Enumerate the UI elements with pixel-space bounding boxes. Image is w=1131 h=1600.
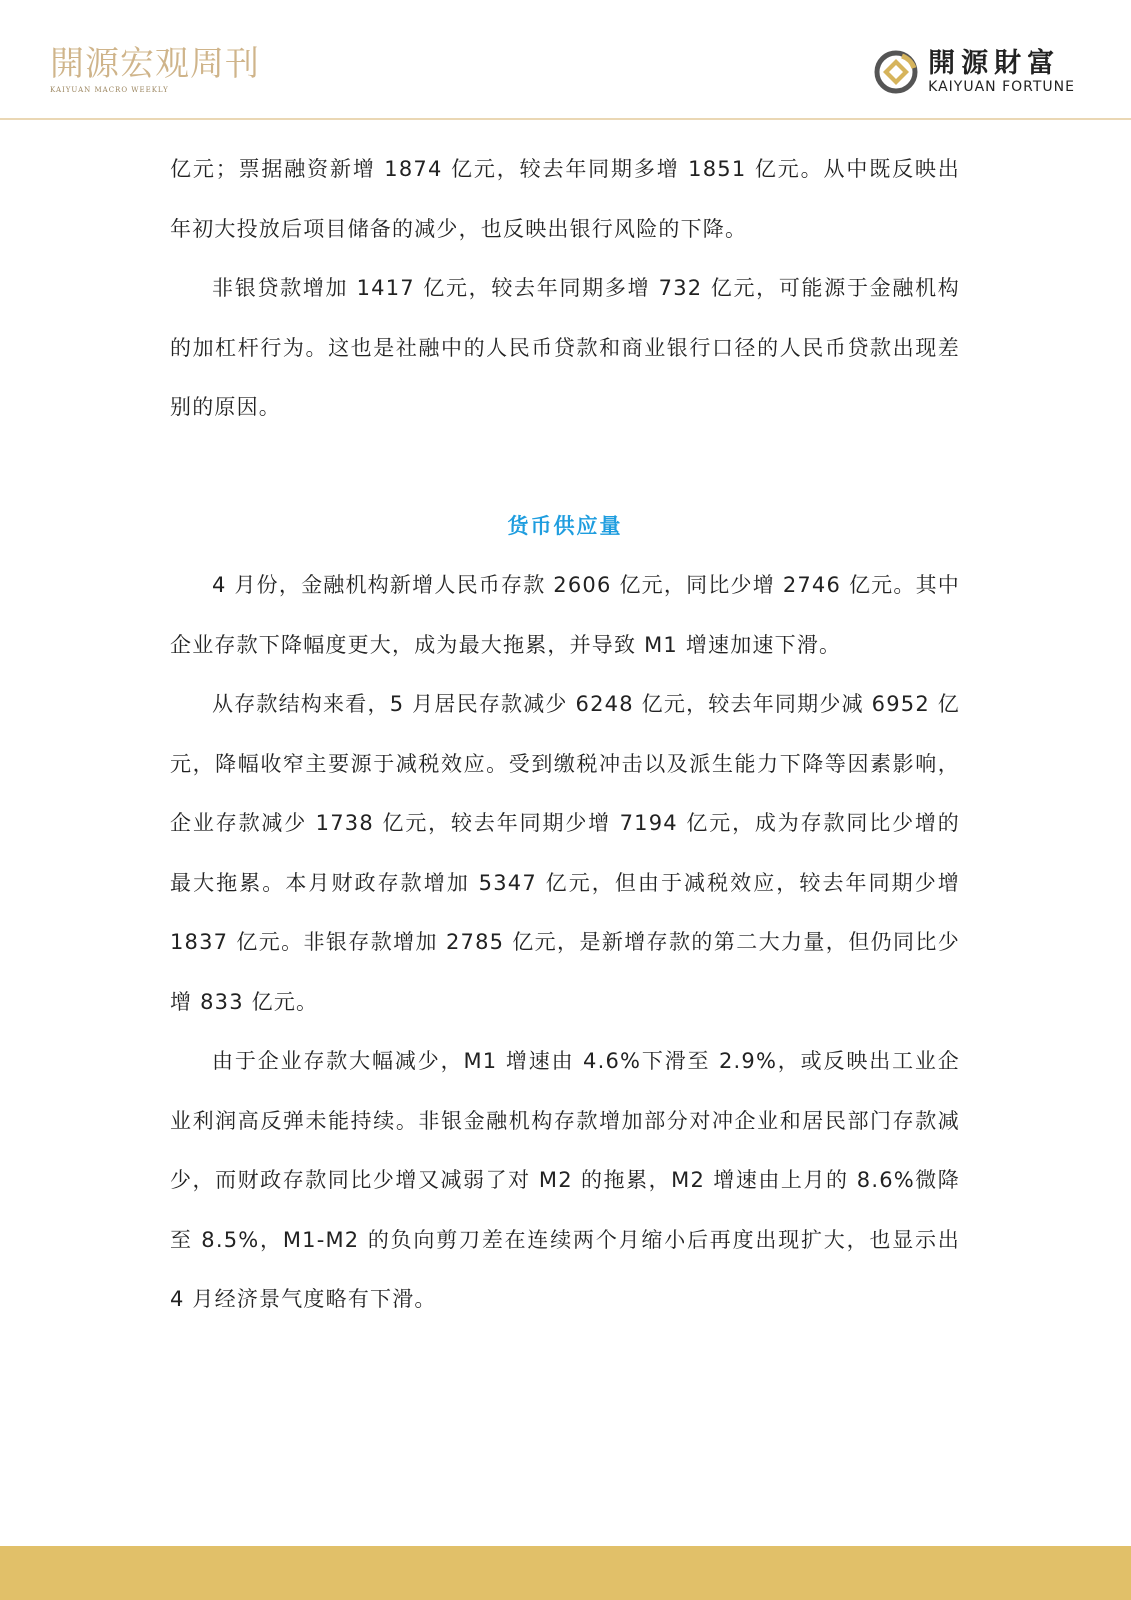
publication-title: 開源宏观周刊 bbox=[50, 44, 260, 84]
page-header bbox=[0, 0, 1131, 120]
paragraph-4: 从存款结构来看，5 月居民存款减少 6248 亿元，较去年同期少减 6952 亿元，降幅收窄主要源于减税效应。受到缴税冲击以及派生能力下降等因素影响，企业存款减少 1738 亿元，较去年同期少增 7194 亿元，成为存款同比少增的最大拖累。本月财政存款增加 5347 亿元，但由于减税效应，较去年同期少增 1837 亿元。非银存款增加 2785 亿元，是新增存款的第二大力量，但仍同比少增 833 亿元。 bbox=[170, 692, 960, 1014]
paragraph-3: 4 月份，金融机构新增人民币存款 2606 亿元，同比少增 2746 亿元。其中企业存款下降幅度更大，成为最大拖累，并导致 M1 增速加速下滑。 bbox=[170, 573, 960, 657]
company-name: 開源財富 bbox=[928, 48, 1061, 79]
section-spacer bbox=[170, 438, 960, 497]
company-name-en: KAIYUAN FORTUNE bbox=[928, 79, 1075, 95]
footer-bar bbox=[0, 1546, 1131, 1600]
publication-subtitle: KAIYUAN MACRO WEEKLY bbox=[50, 86, 169, 94]
paragraph-5: 由于企业存款大幅减少，M1 增速由 4.6%下滑至 2.9%，或反映出工业企业利润高反弹未能持续。非银金融机构存款增加部分对冲企业和居民部门存款减少，而财政存款同比少增又减弱了对 M2 的拖累，M2 增速由上月的 8.6%微降至 8.5%，M1-M2 的负向剪刀差在连续两个月缩小后再度出现扩大，也显示出 4 月经济景气度略有下滑。 bbox=[170, 1049, 960, 1311]
paragraph-2: 非银贷款增加 1417 亿元，较去年同期多增 732 亿元，可能源于金融机构的加杠杆行为。这也是社融中的人民币贷款和商业银行口径的人民币贷款出现差别的原因。 bbox=[170, 276, 960, 419]
company-brand bbox=[872, 48, 1075, 96]
paragraph-1: 亿元；票据融资新增 1874 亿元，较去年同期多增 1851 亿元。从中既反映出年初大投放后项目储备的减少，也反映出银行风险的下降。 bbox=[170, 157, 960, 241]
kaiyuan-logo-icon bbox=[872, 48, 920, 96]
publication-brand bbox=[50, 44, 260, 94]
section-heading: 货币供应量 bbox=[507, 513, 623, 538]
article-body bbox=[170, 140, 960, 1330]
